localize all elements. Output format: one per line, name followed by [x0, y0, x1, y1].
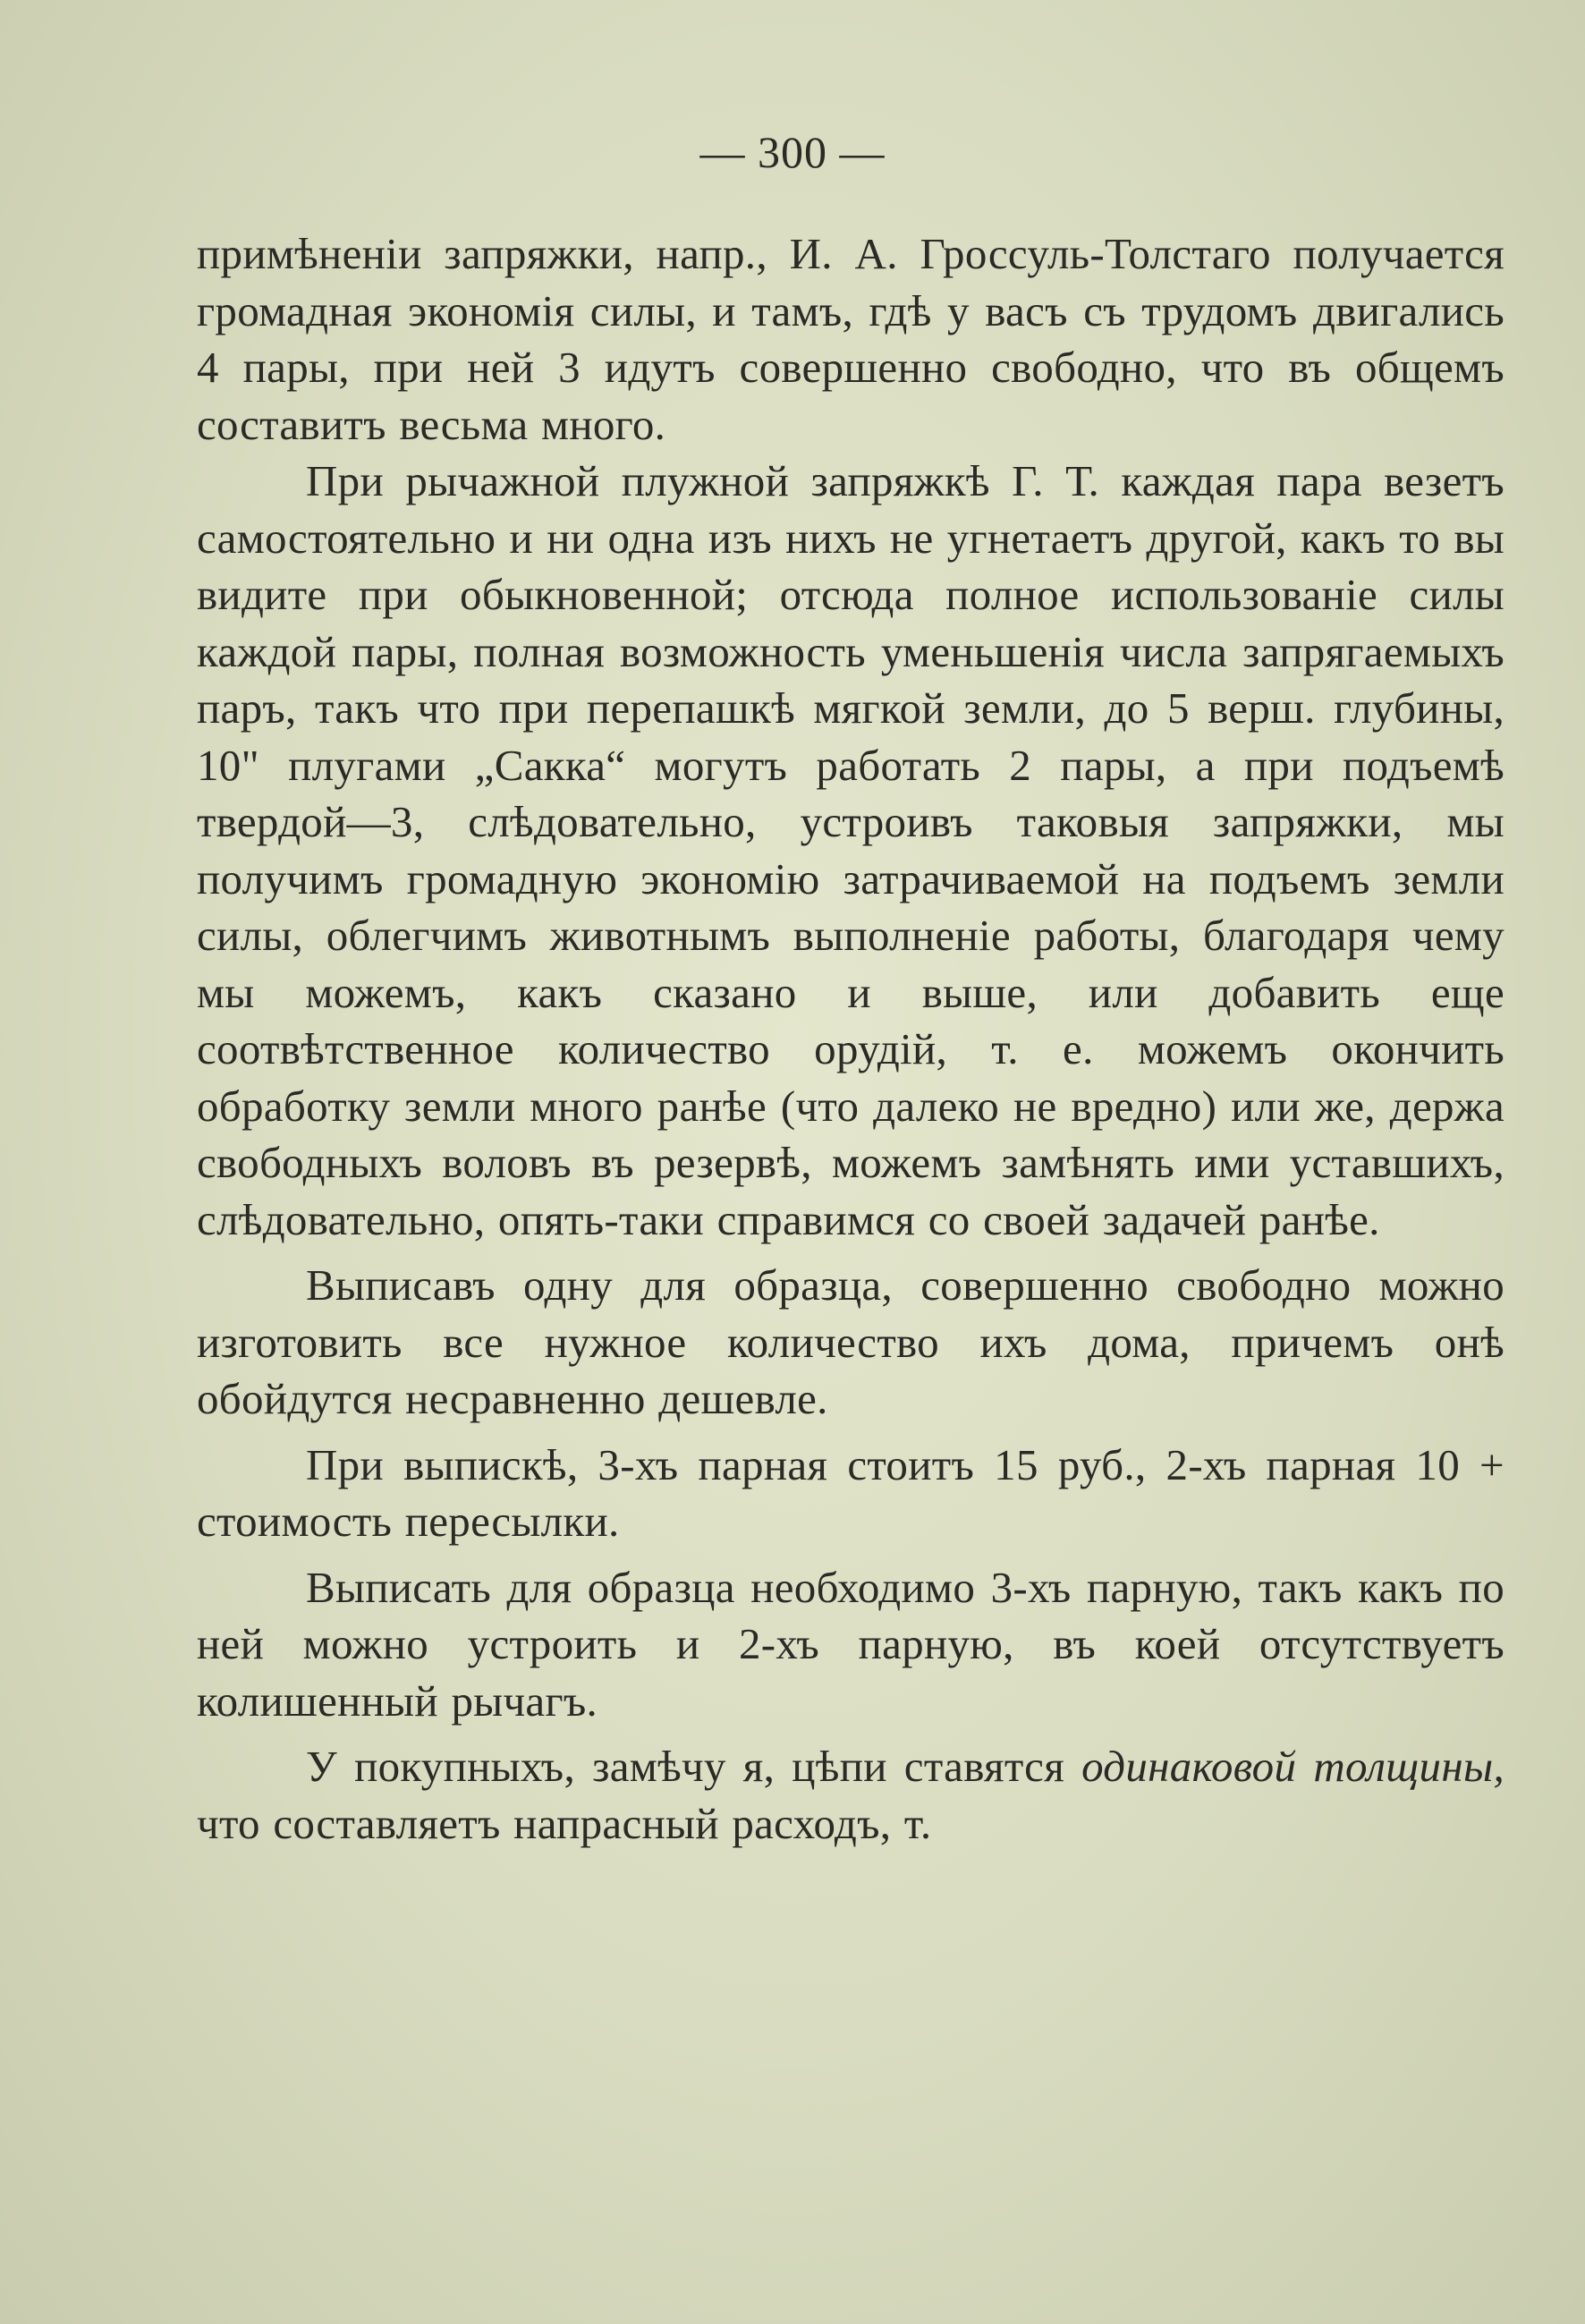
paragraph-6-tail: что составляетъ напрасный расходъ, т. [197, 1798, 932, 1848]
body-text [197, 225, 1504, 1852]
paragraph-6-italic: одинаковой толщины, [1081, 1742, 1504, 1791]
paragraph-5: Выписать для образца необходимо 3-хъ парную, такъ какъ по ней можно устроить и 2-хъ парную, въ коей отсутствуетъ колишенный рычагъ. [197, 1562, 1504, 1726]
paragraph-1: примѣненіи запряжки, напр., И. А. Гроссуль-Толстаго получается громадная экономія силы, и тамъ, гдѣ у васъ съ трудомъ двигались 4 пары, при ней 3 идутъ совершенно свободно, что въ общемъ составитъ весьма много. [197, 229, 1504, 449]
paragraph-6-lead: У покупныхъ, замѣчу я, цѣпи ставятся [306, 1742, 1082, 1791]
page-number: — 300 — [699, 127, 886, 177]
paragraph-6 [197, 1738, 1504, 1852]
paragraph-3: Выписавъ одну для образца, совершенно свободно можно изготовить все нужное количество ихъ дома, причемъ онѣ обойдутся несравненно дешевле. [197, 1260, 1504, 1423]
paragraph-4: При выпискѣ, 3-хъ парная стоитъ 15 руб., 2-хъ парная 10 + стоимость пересылки. [197, 1439, 1504, 1546]
paragraph-2: При рычажной плужной запряжкѣ Г. Т. каждая пара везетъ самостоятельно и ни одна изъ нихъ не угнетаетъ другой, какъ то вы видите при обыкновенной; отсюда полное использованіе силы каждой пары, полная возможность уменьшенія числа запрягаемыхъ паръ, такъ что при перепашкѣ мягкой земли, до 5 верш. глубины, 10" плугами „Сакка“ могутъ работать 2 пары, а при подъемѣ твердой—3, слѣдовательно, устроивъ таковыя запряжки, мы получимъ громадную экономію затрачиваемой на подъемъ земли силы, облегчимъ животнымъ выполненіе работы, благодаря чему мы можемъ, какъ сказано и выше, или добавить еще соотвѣтственное количество орудій, т. е. можемъ окончить обработку земли много ранѣе (что далеко не вредно) или же, держа свободныхъ воловъ въ резервѣ, можемъ замѣнять ими уставшихъ, слѣдовательно, опять-таки справимся со своей задачей ранѣе. [197, 456, 1504, 1244]
